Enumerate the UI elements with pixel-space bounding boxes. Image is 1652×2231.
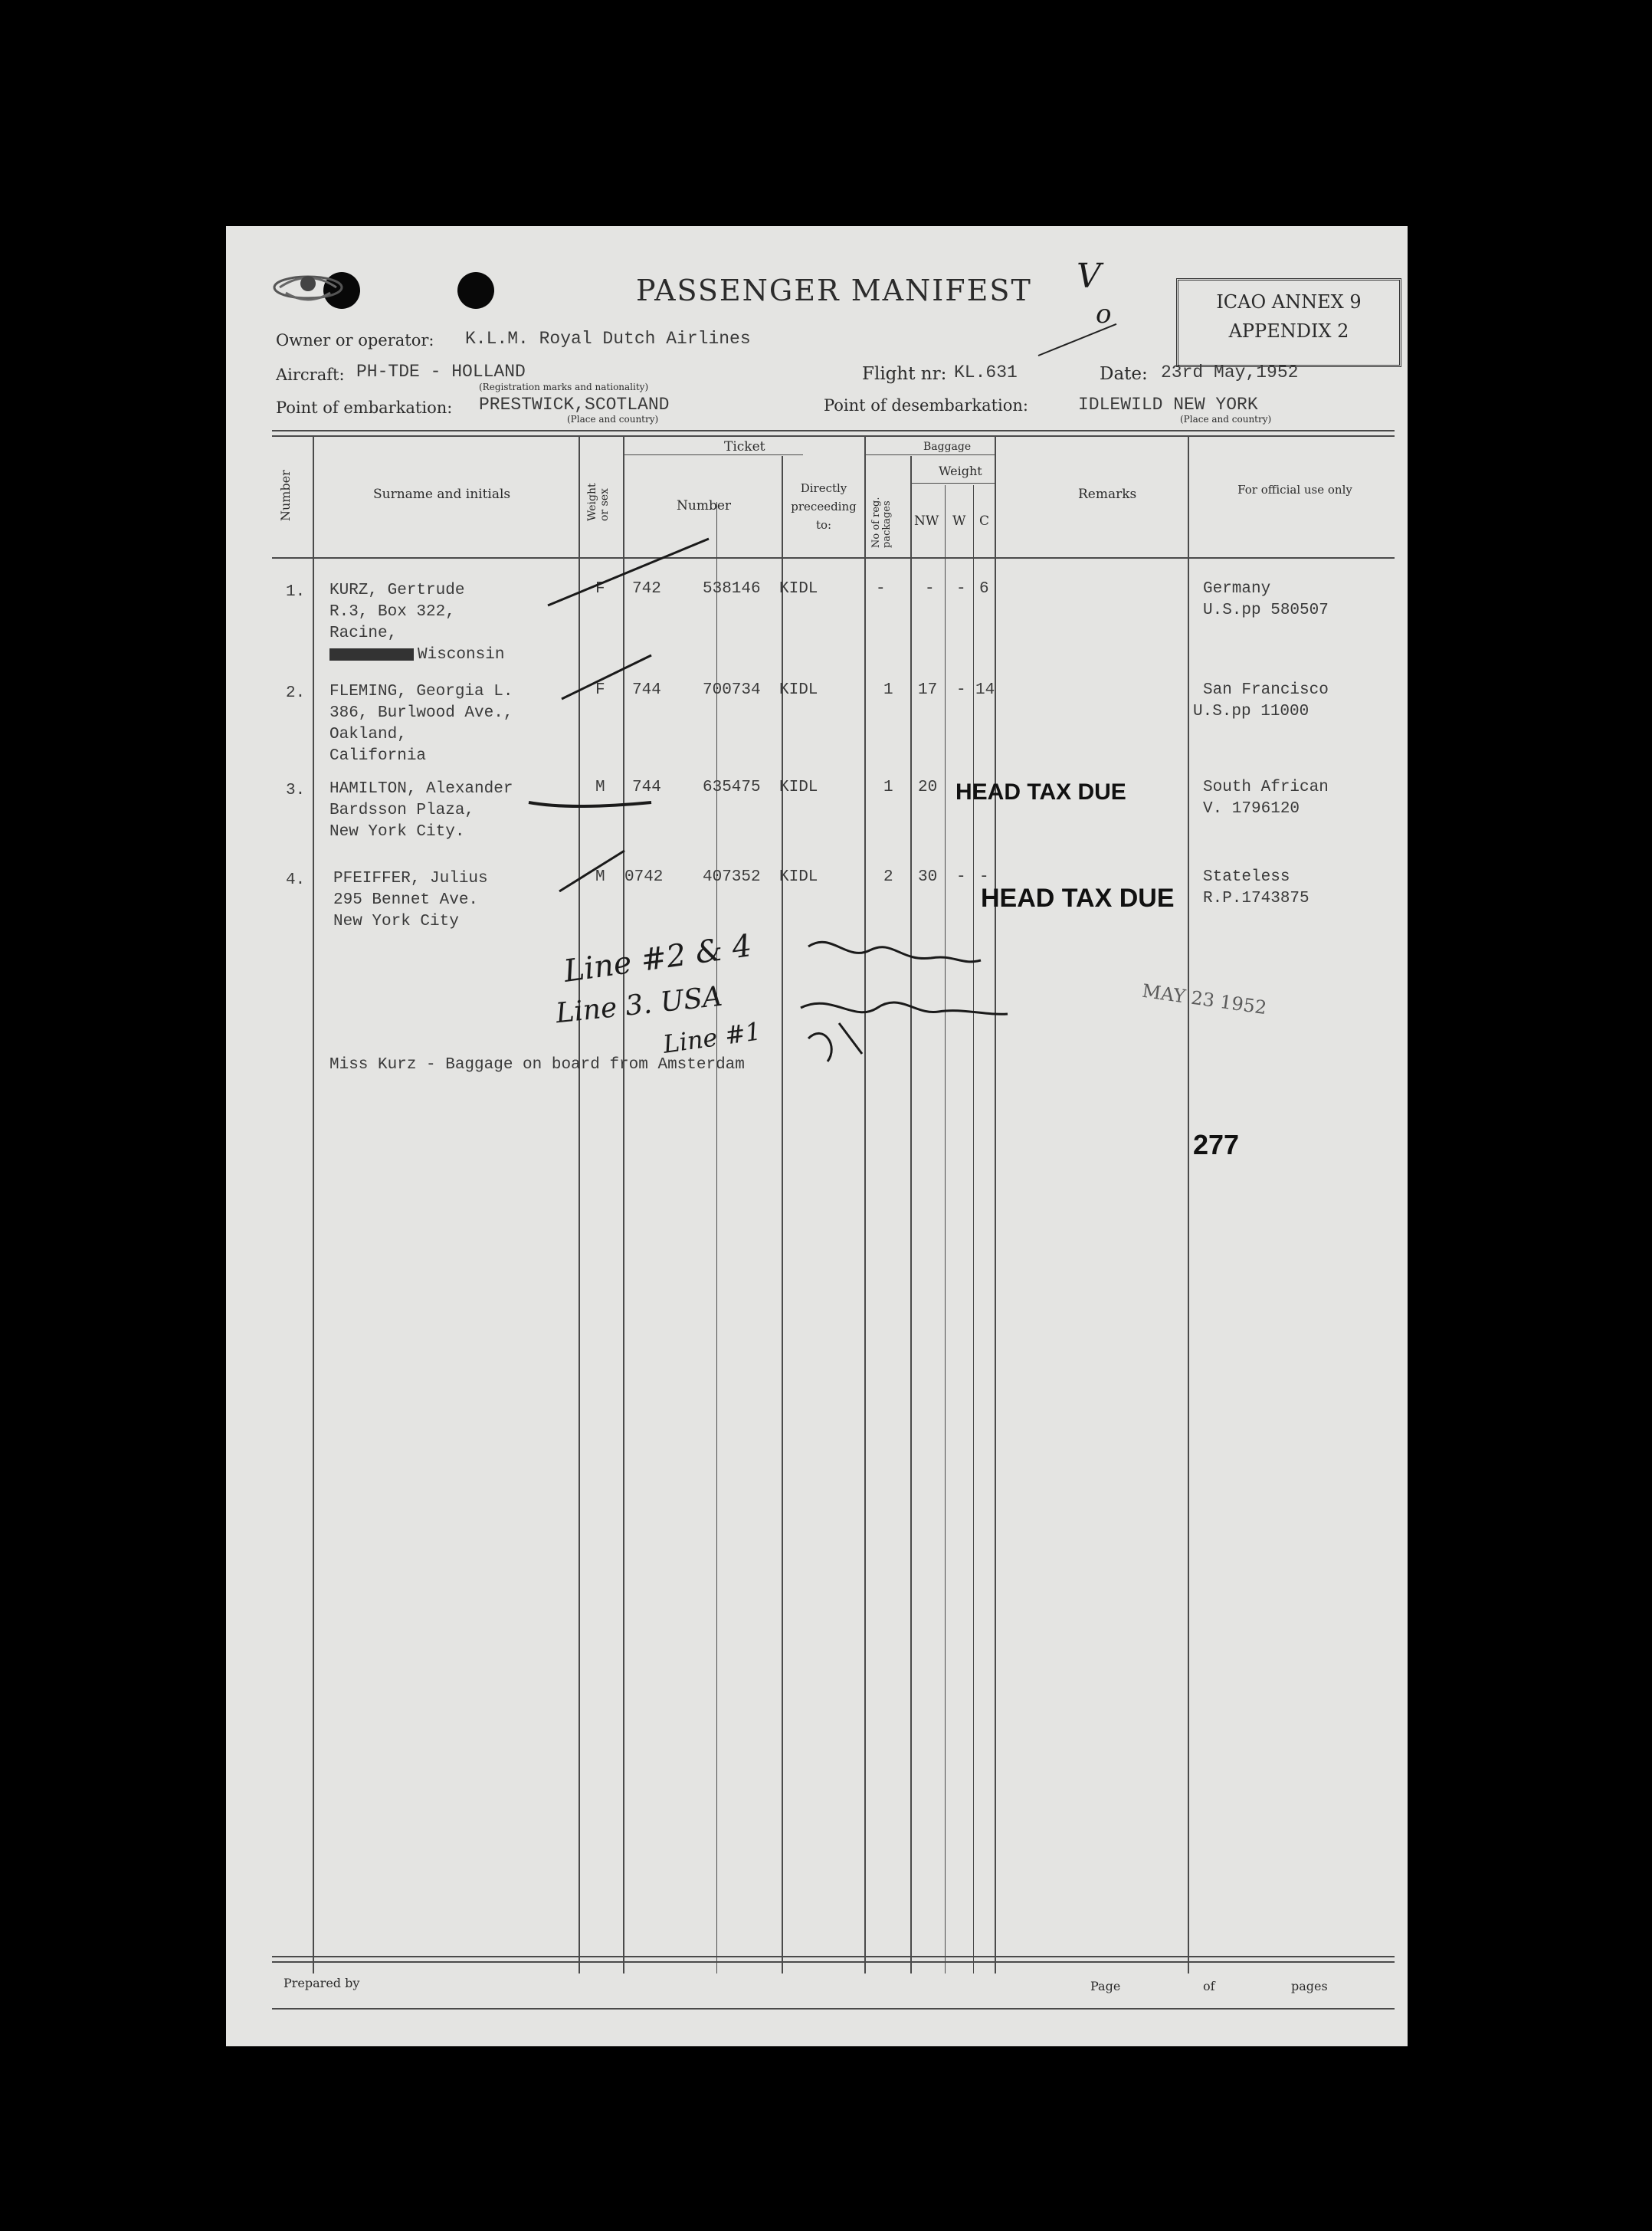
col-official: For official use only <box>1237 483 1352 497</box>
official-nationality: San Francisco <box>1203 681 1329 699</box>
handwritten-note: Line 3. USA <box>554 980 724 1030</box>
col-packages: No of reg. packages <box>870 497 893 548</box>
weight-nw: 17 <box>918 681 938 699</box>
sex-value: F <box>595 580 605 598</box>
col-nw: NW <box>914 513 939 529</box>
owner-label: Owner or operator: <box>276 331 434 349</box>
col-w: W <box>952 513 966 529</box>
date-value: 23rd May,1952 <box>1161 363 1299 382</box>
manifest-sheet <box>226 226 1408 2046</box>
weight-c: - <box>979 868 989 886</box>
prepared-by-label: Prepared by <box>284 1976 360 1990</box>
destination: KIDL <box>779 779 818 796</box>
weight-c: 14 <box>975 681 995 699</box>
handwritten-note: Line #2 & 4 <box>562 928 754 989</box>
passenger-address: R.3, Box 322, <box>329 603 455 621</box>
sex-value: F <box>595 681 605 699</box>
col-remarks: Remarks <box>1078 487 1137 502</box>
embark-note: (Place and country) <box>567 414 659 425</box>
col-directly: Directly preceeding to: <box>791 481 857 532</box>
passenger-address: California <box>329 747 427 765</box>
row-number: 4. <box>286 871 306 889</box>
icao-appendix: APPENDIX 2 <box>1228 320 1349 342</box>
flight-label: Flight nr: <box>862 364 947 384</box>
sex-value: M <box>595 779 605 796</box>
ticket-number: 700734 <box>703 681 761 699</box>
col-c: C <box>979 513 990 529</box>
packages: 1 <box>883 681 893 699</box>
official-nationality: South African <box>1203 779 1329 796</box>
weight-nw: - <box>925 580 935 598</box>
packages: 1 <box>883 779 893 796</box>
destination: KIDL <box>779 580 818 598</box>
ticket-number: 635475 <box>703 779 761 796</box>
date-stamp: MAY 23 1952 <box>1140 979 1268 1019</box>
disembark-label: Point of desembarkation: <box>824 396 1029 415</box>
official-passport: R.P.1743875 <box>1203 890 1309 907</box>
disembark-value: IDLEWILD NEW YORK <box>1078 395 1258 415</box>
passenger-name: PFEIFFER, Julius <box>333 870 488 887</box>
footer-rule <box>272 1956 1395 1957</box>
official-nationality: Stateless <box>1203 868 1290 886</box>
head-tax-stamp: HEAD TAX DUE <box>981 884 1175 913</box>
passenger-address: 386, Burlwood Ave., <box>329 704 513 722</box>
col-ticket-number: Number <box>677 498 732 513</box>
ticket-prefix: 744 <box>632 779 661 796</box>
passenger-name: HAMILTON, Alexander <box>329 780 513 798</box>
destination: KIDL <box>779 681 818 699</box>
page-label: Page <box>1090 1979 1121 1993</box>
owner-value: K.L.M. Royal Dutch Airlines <box>465 329 751 349</box>
passenger-name: FLEMING, Georgia L. <box>329 683 513 700</box>
passenger-address: 295 Bennet Ave. <box>333 891 479 909</box>
aircraft-value: PH-TDE - HOLLAND <box>356 362 526 382</box>
passenger-name: KURZ, Gertrude <box>329 582 465 599</box>
weight-c: 6 <box>979 580 989 598</box>
handwritten-mark: o <box>1096 299 1112 330</box>
disembark-note: (Place and country) <box>1180 414 1272 425</box>
ticket-group: Ticket <box>724 439 765 454</box>
pages-label: pages <box>1291 1979 1328 1993</box>
weight-nw: 30 <box>918 868 938 886</box>
official-passport: U.S.pp 580507 <box>1203 602 1329 619</box>
official-passport: V. 1796120 <box>1203 800 1300 818</box>
footer-rule <box>272 2008 1395 2010</box>
embark-value: PRESTWICK,SCOTLAND <box>479 395 670 415</box>
sex-value: M <box>595 868 605 886</box>
footer-rule <box>272 1961 1395 1963</box>
date-label: Date: <box>1100 364 1148 384</box>
ticket-prefix: 0742 <box>624 868 664 886</box>
weight-w: - <box>956 868 966 886</box>
passenger-address: Bardsson Plaza, <box>329 802 475 819</box>
page-title: PASSENGER MANIFEST <box>636 274 1032 307</box>
embark-label: Point of embarkation: <box>276 399 453 417</box>
head-tax-stamp: HEAD TAX DUE <box>955 779 1126 805</box>
icao-annex: ICAO ANNEX 9 <box>1216 291 1362 313</box>
ticket-prefix: 744 <box>632 681 661 699</box>
row-number: 3. <box>286 782 306 799</box>
ticket-prefix: 742 <box>632 580 661 598</box>
number-stamp: 277 <box>1193 1129 1240 1160</box>
passenger-address: Oakland, <box>329 726 407 743</box>
weight-w: - <box>956 580 966 598</box>
baggage-note: Miss Kurz - Baggage on board from Amsterdam <box>329 1056 745 1074</box>
official-nationality: Germany <box>1203 580 1271 598</box>
row-number: 1. <box>286 583 306 601</box>
aircraft-note: (Registration marks and nationality) <box>479 382 649 392</box>
col-number: Number <box>278 470 293 521</box>
weight-group: Weight <box>939 464 982 478</box>
col-surname: Surname and initials <box>373 487 511 502</box>
ticket-number: 538146 <box>703 580 761 598</box>
of-label: of <box>1203 1979 1215 1993</box>
destination: KIDL <box>779 868 818 886</box>
ticket-number: 407352 <box>703 868 761 886</box>
packages: - <box>876 580 886 598</box>
row-number: 2. <box>286 684 306 702</box>
packages: 2 <box>883 868 893 886</box>
passenger-address: New York City <box>333 913 459 930</box>
handwritten-mark: V <box>1077 257 1101 296</box>
col-weight-sex: Weight or sex <box>586 483 611 521</box>
passenger-address: Wisconsin <box>418 646 505 664</box>
passenger-address: Racine, <box>329 625 398 642</box>
weight-nw: 20 <box>918 779 938 796</box>
flight-value: KL.631 <box>954 363 1018 382</box>
weight-w: - <box>956 681 966 699</box>
passenger-address: New York City. <box>329 823 465 841</box>
handwritten-note: Line #1 <box>660 1016 763 1059</box>
official-passport: U.S.pp 11000 <box>1193 703 1309 720</box>
aircraft-label: Aircraft: <box>276 366 345 384</box>
baggage-group: Baggage <box>923 441 972 453</box>
